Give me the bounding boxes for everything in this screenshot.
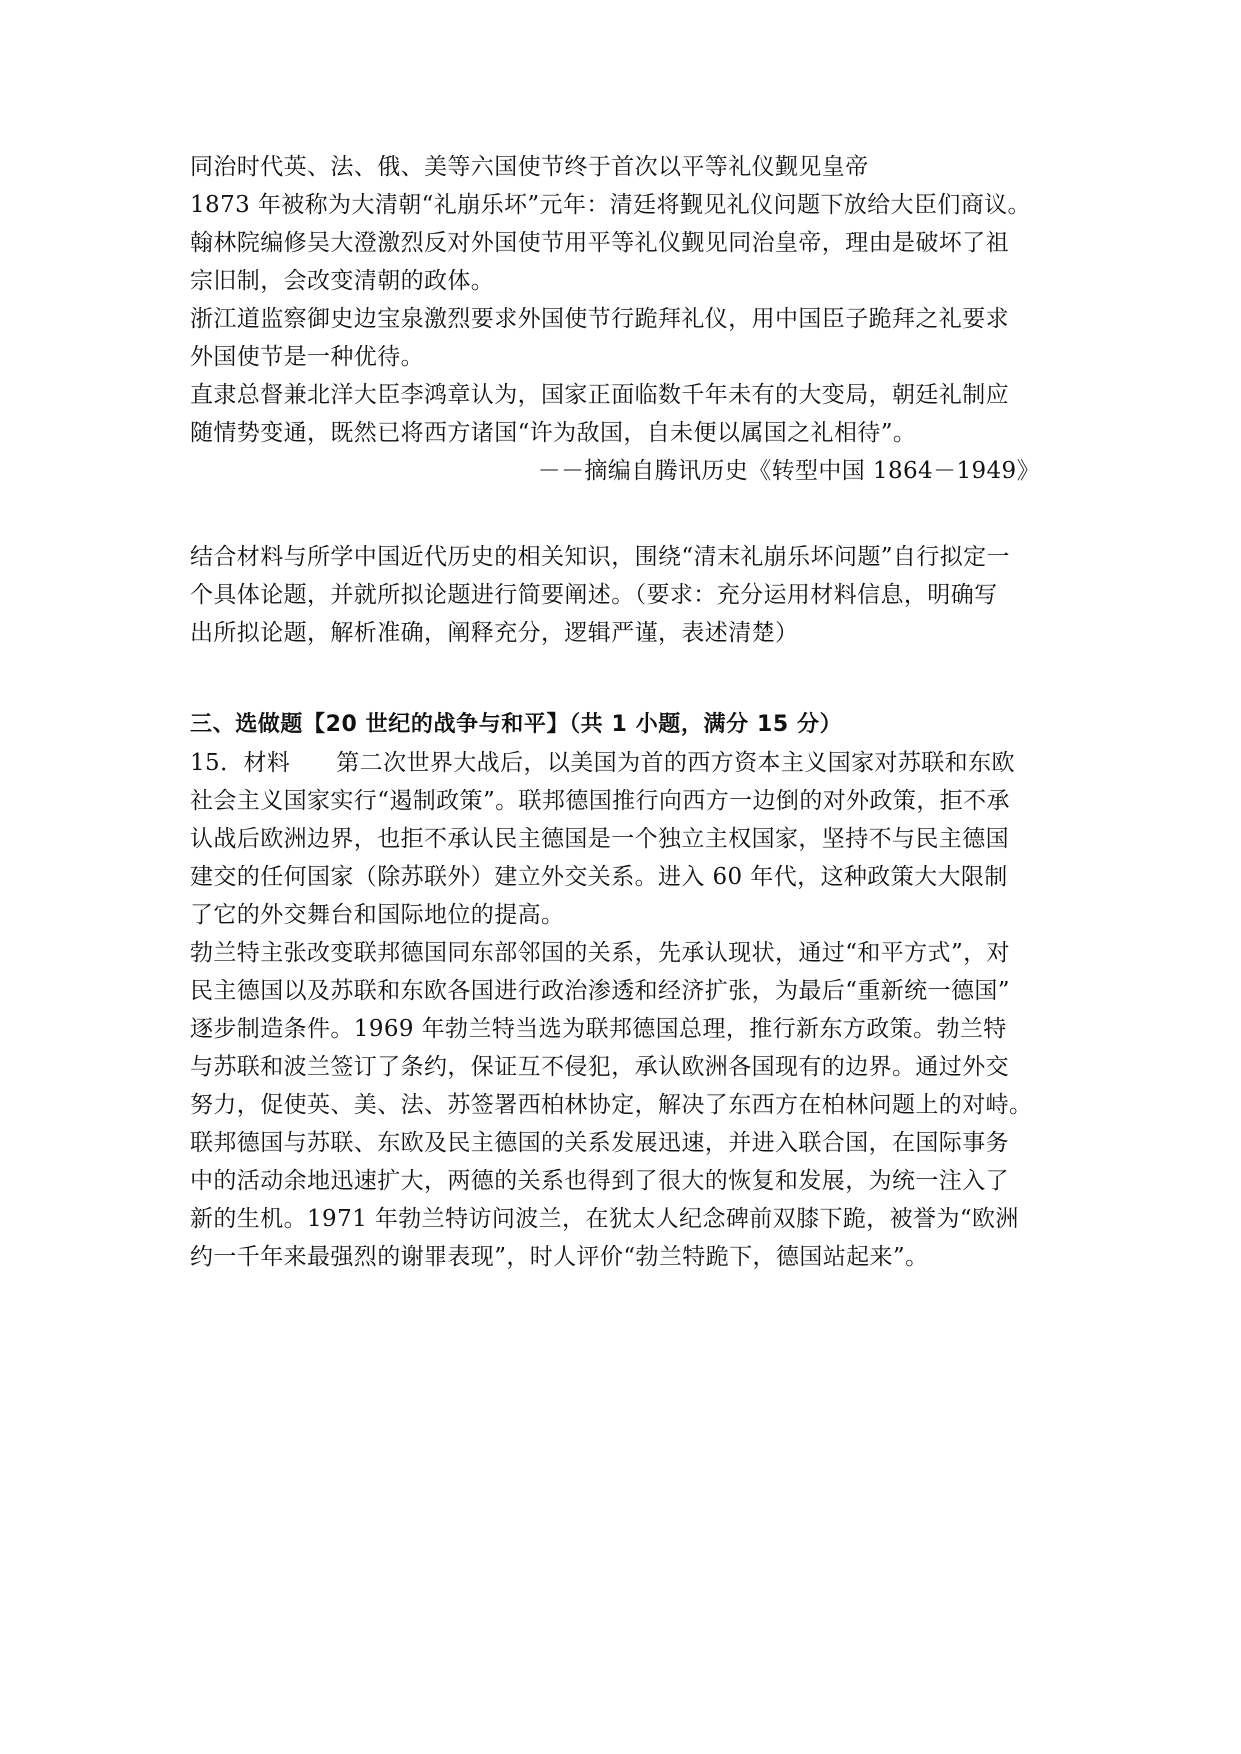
- material-paragraph-line: 随情势变通，既然已将西方诸国“许为敌国，自未便以属国之礼相待”。: [190, 420, 917, 446]
- material-paragraph-line: 联邦德国与苏联、东欧及民主德国的关系发展迅速，并进入联合国，在国际事务: [190, 1130, 1009, 1156]
- material-paragraph-line: 认战后欧洲边界，也拒不承认民主德国是一个独立主权国家，坚持不与民主德国: [190, 826, 1009, 852]
- question-number: 15．材料: [190, 750, 291, 776]
- material-paragraph-line: 逐步制造条件。1969 年勃兰特当选为联邦德国总理，推行新东方政策。勃兰特: [190, 1016, 1007, 1042]
- question-text: 第二次世界大战后，以美国为首的西方资本主义国家对苏联和东欧: [336, 750, 1015, 776]
- material-paragraph-line: 约一千年来最强烈的谢罪表现”，时人评价“勃兰特跪下，德国站起来”。: [190, 1244, 929, 1270]
- material-paragraph-line: 新的生机。1971 年勃兰特访问波兰，在犹太人纪念碑前双膝下跪，被誉为“欧洲: [190, 1206, 1019, 1232]
- question-line: 结合材料与所学中国近代历史的相关知识，围绕“清末礼崩乐坏问题”自行拟定一: [190, 544, 1010, 570]
- material-paragraph-line: 直隶总督兼北洋大臣李鸿章认为，国家正面临数千年未有的大变局，朝廷礼制应: [190, 382, 1009, 408]
- material-paragraph-line: 翰林院编修吴大澄激烈反对外国使节用平等礼仪觐见同治皇帝，理由是破坏了祖: [190, 230, 1009, 256]
- section-heading: 三、选做题【20 世纪的战争与和平】（共 1 小题，满分 15 分）: [190, 712, 843, 737]
- question-line: 出所拟论题，解析准确，阐释充分，逻辑严谨，表述清楚）: [190, 620, 799, 646]
- material-paragraph-line: 民主德国以及苏联和东欧各国进行政治渗透和经济扩张，为最后“重新统一德国”: [190, 978, 1010, 1004]
- material-paragraph-line: 宗旧制，会改变清朝的政体。: [190, 268, 495, 294]
- material-source: －－摘编自腾讯历史《转型中国 1864－1949》: [537, 458, 1040, 484]
- material-paragraph-line: 与苏联和波兰签订了条约，保证互不侵犯，承认欧洲各国现有的边界。通过外交: [190, 1054, 1009, 1080]
- material-paragraph-line: 了它的外交舞台和国际地位的提高。: [190, 902, 565, 928]
- spacer: [190, 652, 1070, 706]
- material-paragraph-line: 建交的任何国家（除苏联外）建立外交关系。进入 60 年代，这种政策大大限制: [190, 864, 1008, 890]
- material-paragraph-line: 努力，促使英、美、法、苏签署西柏林协定，解决了东西方在柏林问题上的对峙。: [190, 1092, 1033, 1118]
- material-paragraph-line: 中的活动余地迅速扩大，两德的关系也得到了很大的恢复和发展，为统一注入了: [190, 1168, 1009, 1194]
- material-paragraph-line: 勃兰特主张改变联邦德国同东部邻国的关系，先承认现状，通过“和平方式”，对: [190, 940, 1010, 966]
- question-first-line: [190, 744, 1070, 782]
- material-title-line: 同治时代英、法、俄、美等六国使节终于首次以平等礼仪觐见皇帝: [190, 154, 869, 180]
- spacer: [190, 490, 1070, 538]
- material-paragraph-line: 1873 年被称为大清朝“礼崩乐坏”元年：清廷将觐见礼仪问题下放给大臣们商议。: [190, 192, 1031, 218]
- question-line: 个具体论题，并就所拟论题进行简要阐述。（要求：充分运用材料信息，明确写: [190, 582, 998, 608]
- document-page: [190, 148, 1070, 1276]
- material-paragraph-line: 外国使节是一种优待。: [190, 344, 424, 370]
- material-paragraph-line: 社会主义国家实行“遏制政策”。联邦德国推行向西方一边倒的对外政策，拒不承: [190, 788, 1010, 814]
- material-paragraph-line: 浙江道监察御史边宝泉激烈要求外国使节行跪拜礼仪，用中国臣子跪拜之礼要求: [190, 306, 1009, 332]
